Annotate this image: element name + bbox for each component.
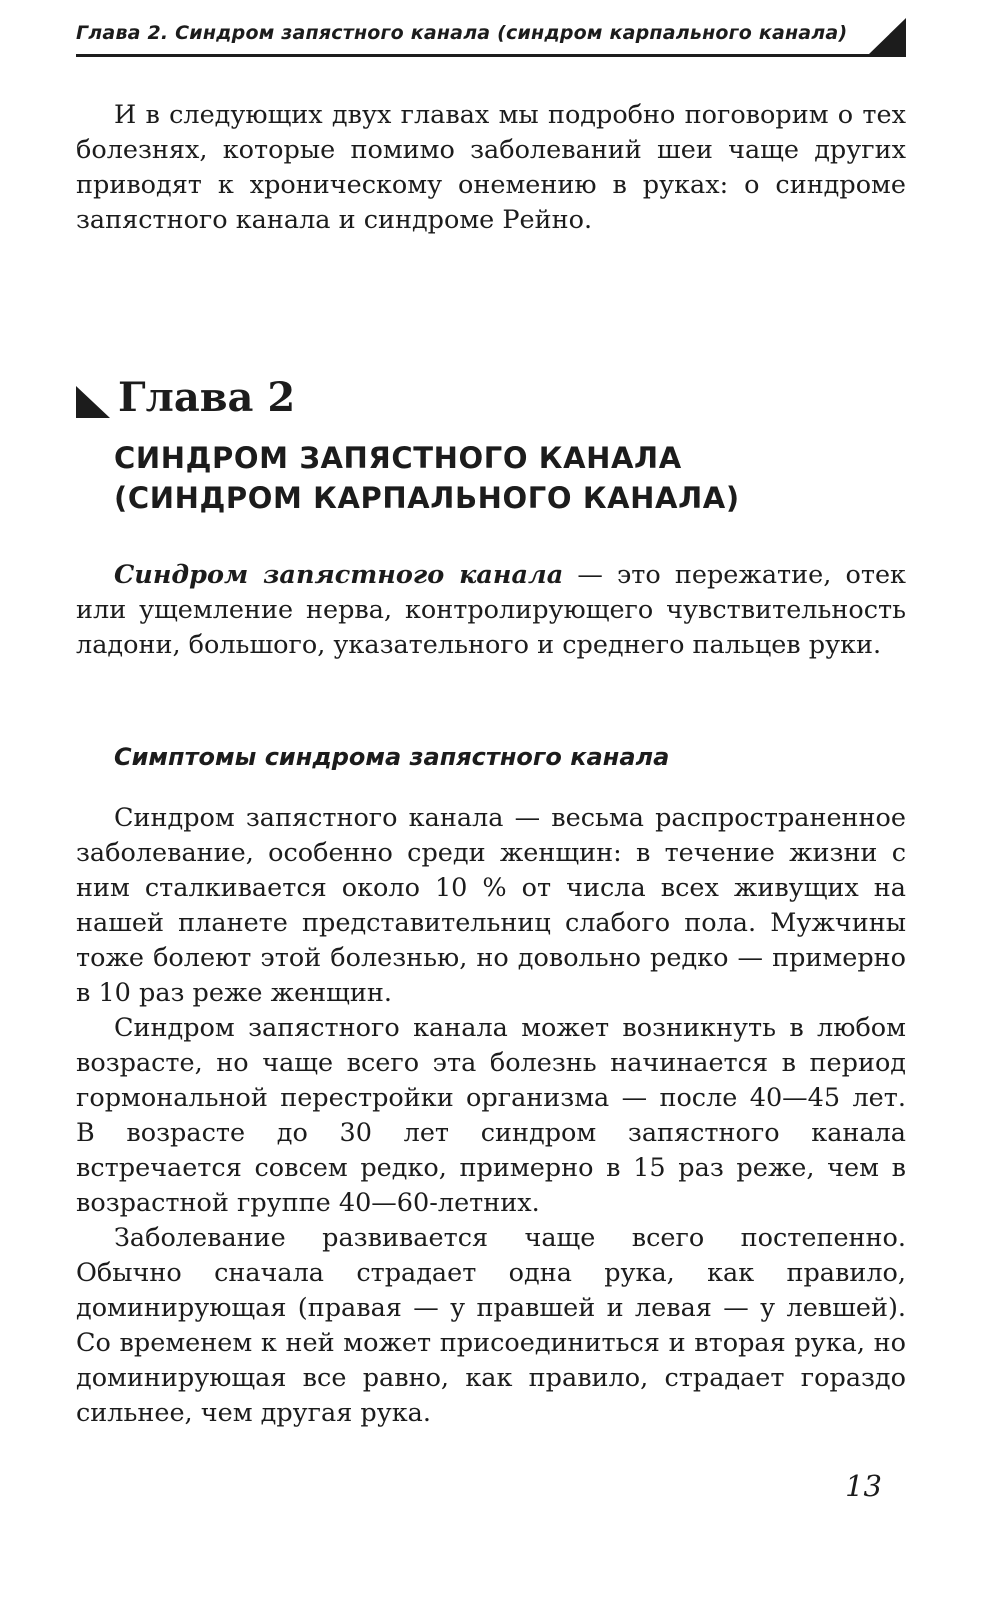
page-number: 13	[845, 1469, 882, 1503]
running-header	[76, 18, 906, 56]
body-paragraph: Синдром запястного канала может возникнуть в любом возрасте, но чаще всего эта болезнь начинается в период гормональной перестройки организма — после 40—45 лет. В возрасте до 30 лет синдром запястного канала встречается совсем редко, примерно в 15 раз реже, чем в возрастной группе 40—60-летних.	[76, 1013, 906, 1218]
header-rule	[76, 54, 906, 57]
definition-paragraph	[76, 558, 906, 663]
chapter-title: Глава 2	[118, 374, 296, 421]
section-heading: Симптомы синдрома запястного канала	[114, 743, 670, 771]
intro-paragraph: И в следующих двух главах мы подробно поговорим о тех болезнях, которые помимо заболеваний шеи чаще других приводят к хроническому онемению в руках: о синдроме запястного канала и синдроме Рейно.	[76, 100, 906, 235]
body-paragraph: Синдром запястного канала — весьма распространенное заболевание, особенно среди женщин: в течение жизни с ним сталкивается около 10 % от числа всех живущих на нашей планете представительниц слабого пола. Мужчины тоже болеют этой болезнью, но довольно редко — примерно в 10 раз реже женщин.	[76, 803, 906, 1008]
corner-triangle-icon	[868, 18, 906, 55]
definition-text: — это пережатие, отек или ущемление нерва, контролирующего чувствительность ладони, большого, указательного и среднего пальцев руки.	[76, 560, 906, 660]
chapter-subtitle-line-2: (СИНДРОМ КАРПАЛЬНОГО КАНАЛА)	[114, 481, 740, 515]
body-paragraph: Заболевание развивается чаще всего постепенно. Обычно сначала страдает одна рука, как правило, доминирующая (правая — у правшей и левая — у левшей). Со временем к ней может присоединиться и вторая рука, но доминирующая все равно, как правило, страдает гораздо сильнее, чем другая рука.	[76, 1223, 906, 1428]
chapter-marker-icon	[76, 386, 110, 418]
definition-term: Синдром запястного канала	[114, 560, 564, 590]
running-header-title: Глава 2. Синдром запястного канала (синдром карпального канала)	[76, 22, 848, 44]
chapter-subtitle	[114, 438, 904, 518]
chapter-subtitle-line-1: СИНДРОМ ЗАПЯСТНОГО КАНАЛА	[114, 441, 682, 475]
